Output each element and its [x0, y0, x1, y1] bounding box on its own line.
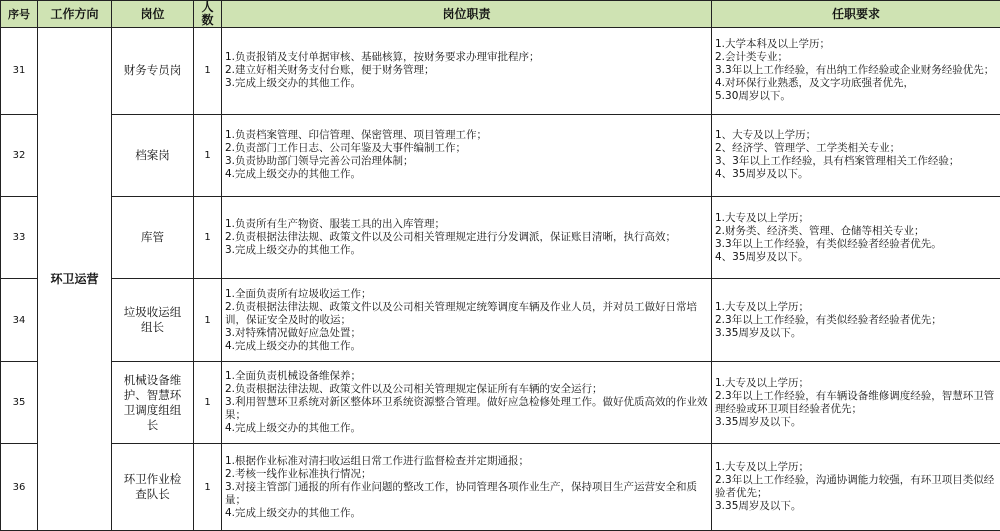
requirement-line: 4、35周岁及以下。 [715, 250, 809, 263]
duty-line: 1.负责报销及支付单据审核、基础核算，按财务要求办理审批程序； [225, 51, 540, 64]
header-post: 岗位 [112, 1, 194, 28]
row-requirements [712, 114, 1000, 196]
table-row [1, 361, 1000, 443]
row-count: 1 [194, 28, 222, 115]
duty-line: 2.负责部门工作日志、公司年鉴及大事件编制工作； [225, 142, 467, 155]
requirement-line: 1.大专及以上学历； [715, 461, 810, 474]
row-seq: 34 [1, 279, 38, 361]
row-count: 1 [194, 361, 222, 443]
row-requirements [712, 28, 1000, 115]
row-duties [222, 444, 712, 531]
header-seq: 序号 [1, 1, 38, 28]
header-count: 人数 [194, 1, 222, 28]
duty-line: 3.对接主管部门通报的所有作业问题的整改工作，协同管理各项作业生产，保持项目生产运营安全和质量； [225, 480, 698, 506]
header-row [1, 1, 1000, 28]
row-seq: 31 [1, 28, 38, 115]
table-row [1, 279, 1000, 361]
duty-line: 4.完成上级交办的其他工作。 [225, 422, 362, 435]
requirement-line: 1、大专及以上学历； [715, 129, 817, 142]
requirement-line: 2.3年以上工作经验，沟通协调能力较强，有环卫项目类似经验者优先； [715, 474, 995, 500]
row-post: 机械设备维护、智慧环卫调度组组长 [112, 361, 194, 443]
header-duties: 岗位职责 [222, 1, 712, 28]
table-row [1, 28, 1000, 115]
requirement-line: 3.35周岁及以下。 [715, 326, 802, 339]
duty-line: 2.负责根据法律法规、政策文件以及公司相关管理规定进行分发调派，保证账目清晰，执行高效； [225, 231, 677, 244]
requirement-line: 1.大专及以上学历； [715, 376, 810, 389]
duty-line: 4.完成上级交办的其他工作。 [225, 168, 362, 181]
work-direction: 环卫运营 [38, 28, 112, 531]
duty-line: 4.完成上级交办的其他工作。 [225, 506, 362, 519]
duty-line: 1.负责所有生产物资、服装工具的出入库管理； [225, 218, 446, 231]
row-requirements [712, 444, 1000, 531]
row-count: 1 [194, 279, 222, 361]
row-duties [222, 28, 712, 115]
row-seq: 35 [1, 361, 38, 443]
duty-line: 2.负责根据法律法规、政策文件以及公司相关管理规定保证所有车辆的安全运行； [225, 383, 603, 396]
table-row [1, 444, 1000, 531]
duty-line: 2.负责根据法律法规、政策文件以及公司相关管理规定统筹调度车辆及作业人员，并对员工做好日常培训，保证安全及时的收运； [225, 300, 698, 326]
requirement-line: 1.大学本科及以上学历； [715, 38, 831, 51]
duty-line: 3.负责协助部门领导完善公司治理体制； [225, 155, 414, 168]
header-requirements: 任职要求 [712, 1, 1000, 28]
duty-line: 1.全面负责所有垃圾收运工作； [225, 287, 372, 300]
duty-line: 1.负责档案管理、印信管理、保密管理、项目管理工作； [225, 129, 488, 142]
row-post: 库管 [112, 197, 194, 279]
requirement-line: 2.会计类专业； [715, 51, 789, 64]
requirement-line: 3.3年以上工作经验，有类似经验者经验者优先。 [715, 237, 942, 250]
requirement-line: 2.3年以上工作经验，有车辆设备维修调度经验，智慧环卫管理经验或环卫项目经验者优先； [715, 389, 995, 415]
row-duties [222, 279, 712, 361]
row-seq: 32 [1, 114, 38, 196]
requirement-line: 1.大专及以上学历； [715, 300, 810, 313]
requirement-line: 3、3年以上工作经验，具有档案管理相关工作经验； [715, 155, 960, 168]
row-duties [222, 361, 712, 443]
duty-line: 1.根据作业标准对清扫收运组日常工作进行监督检查并定期通报； [225, 454, 530, 467]
duty-line: 2.建立好相关财务支付台账，便于财务管理； [225, 64, 435, 77]
requirement-line: 1.大专及以上学历； [715, 211, 810, 224]
requirement-line: 3.3年以上工作经验，有出纳工作经验或企业财务经验优先； [715, 64, 995, 77]
duty-line: 1.全面负责机械设备维保养； [225, 370, 362, 383]
row-duties [222, 197, 712, 279]
requirement-line: 4、35周岁及以下。 [715, 168, 809, 181]
duty-line: 2.考核一线作业标准执行情况； [225, 467, 372, 480]
row-requirements [712, 361, 1000, 443]
row-requirements [712, 279, 1000, 361]
row-post: 档案岗 [112, 114, 194, 196]
row-requirements [712, 197, 1000, 279]
table-row [1, 197, 1000, 279]
row-count: 1 [194, 114, 222, 196]
row-seq: 36 [1, 444, 38, 531]
row-count: 1 [194, 444, 222, 531]
row-count: 1 [194, 197, 222, 279]
requirement-line: 3.35周岁及以下。 [715, 500, 802, 513]
row-post: 垃圾收运组组长 [112, 279, 194, 361]
requirement-line: 2、经济学、管理学、工学类相关专业； [715, 142, 901, 155]
duty-line: 3.完成上级交办的其他工作。 [225, 77, 362, 90]
row-seq: 33 [1, 197, 38, 279]
table-row [1, 114, 1000, 196]
row-post: 财务专员岗 [112, 28, 194, 115]
duty-line: 3.利用智慧环卫系统对新区整体环卫系统资源整合管理。做好应急检修处理工作。做好优质高效的作业效果； [225, 396, 708, 422]
header-direction: 工作方向 [38, 1, 112, 28]
duty-line: 3.对特殊情况做好应急处置； [225, 326, 362, 339]
requirement-line: 3.35周岁及以下。 [715, 415, 802, 428]
requirement-line: 2.财务类、经济类、管理、仓储等相关专业； [715, 224, 925, 237]
duty-line: 4.完成上级交办的其他工作。 [225, 339, 362, 352]
requirement-line: 4.对环保行业熟悉，及文字功底强者优先， [715, 77, 915, 90]
requirement-line: 2.3年以上工作经验，有类似经验者经验者优先； [715, 313, 942, 326]
row-duties [222, 114, 712, 196]
requirement-line: 5.30周岁以下。 [715, 90, 791, 103]
duty-line: 3.完成上级交办的其他工作。 [225, 244, 362, 257]
row-post: 环卫作业检查队长 [112, 444, 194, 531]
